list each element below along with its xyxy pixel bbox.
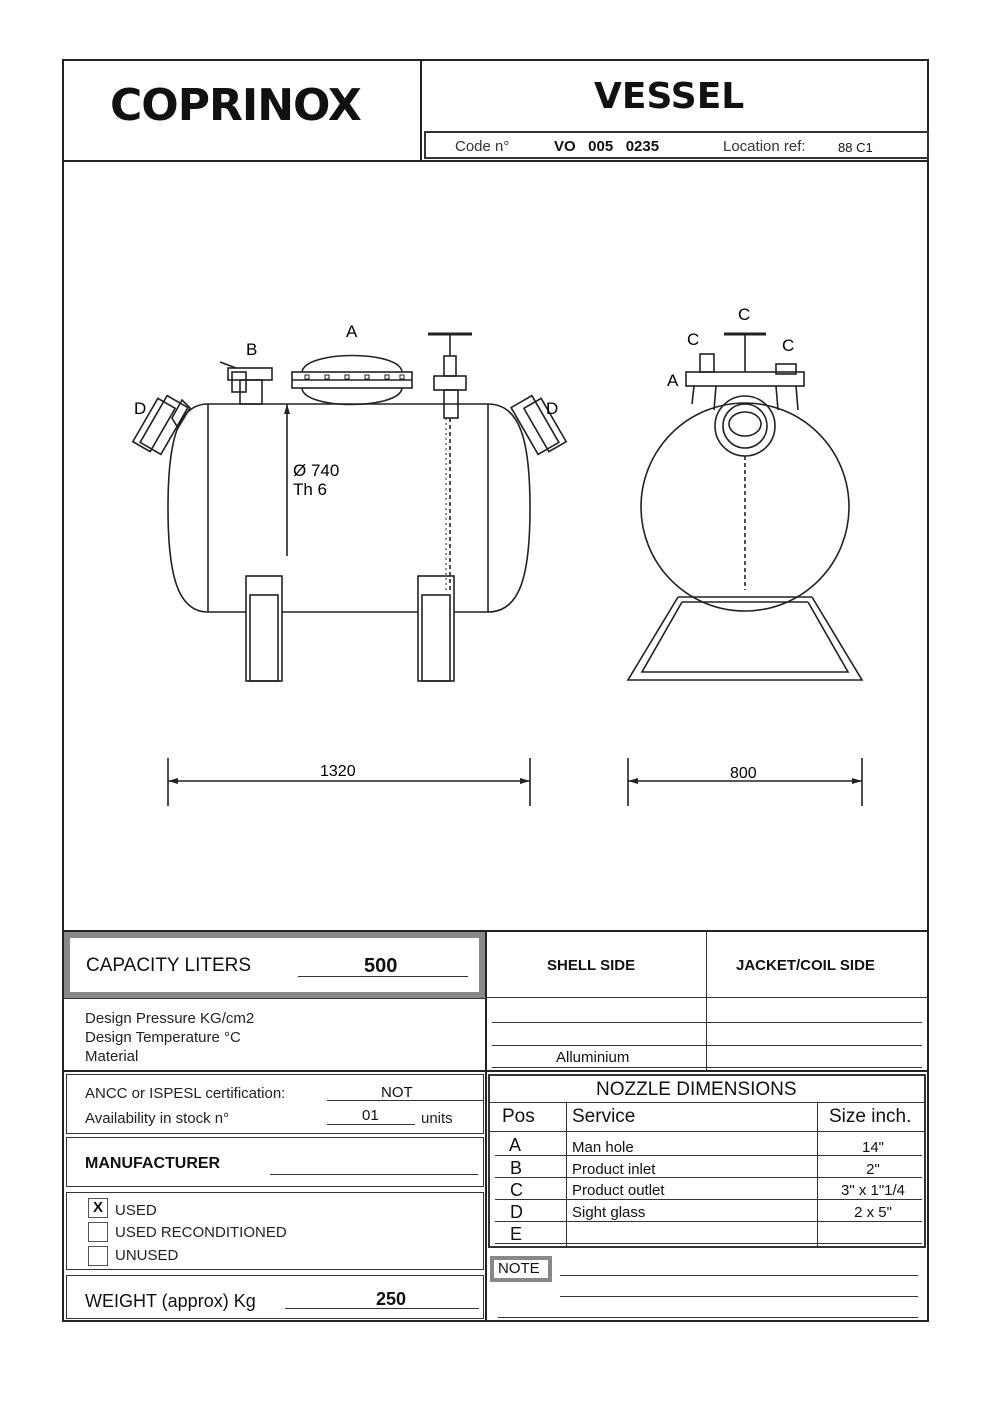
used-reconditioned-checkbox[interactable] <box>88 1222 108 1242</box>
nozzle-row-a-service: Man hole <box>572 1139 634 1156</box>
capacity-label: CAPACITY LITERS <box>86 955 252 976</box>
label-c-top: C <box>738 305 751 324</box>
note-label: NOTE <box>498 1260 540 1277</box>
used-reconditioned-label: USED RECONDITIONED <box>115 1224 287 1241</box>
label-c-left: C <box>687 330 700 349</box>
design-top-line <box>62 998 486 999</box>
stock-unit: units <box>421 1110 453 1127</box>
sides-header-line <box>485 997 928 998</box>
ancc-label: ANCC or ISPESL certification: <box>85 1085 286 1102</box>
length-dimension: 1320 <box>320 763 356 780</box>
nozzle-row-b-size: 2" <box>866 1161 880 1178</box>
note-line-2 <box>560 1296 918 1297</box>
used-label: USED <box>115 1202 157 1219</box>
location-label: Location ref: <box>723 138 806 155</box>
design-line-3 <box>492 1067 922 1068</box>
nozzle-row-c-size: 3" x 1"1/4 <box>840 1182 906 1199</box>
material-label: Material <box>85 1048 139 1065</box>
label-b: B <box>246 340 258 359</box>
sides-divider <box>706 930 707 1070</box>
design-line-2 <box>492 1045 922 1046</box>
nozzle-col-divider-1 <box>566 1102 567 1248</box>
table-center-divider <box>485 930 487 1322</box>
jacket-side-header: JACKET/COIL SIDE <box>736 957 875 974</box>
nozzle-row-a-size: 14" <box>861 1139 884 1156</box>
nozzle-header-size: Size inch. <box>829 1106 912 1127</box>
manufacturer-label: MANUFACTURER <box>85 1155 221 1172</box>
nozzle-row-line <box>495 1221 922 1222</box>
material-value: Alluminium <box>556 1049 630 1066</box>
nozzle-row-line <box>495 1199 922 1200</box>
nozzle-header-service: Service <box>572 1106 636 1127</box>
label-a-end: A <box>667 371 679 390</box>
capacity-value: 500 <box>364 955 398 977</box>
design-line-1 <box>492 1022 922 1023</box>
page-title: VESSEL <box>594 76 745 117</box>
unused-checkbox[interactable] <box>88 1246 108 1266</box>
code-label: Code n° <box>455 138 510 155</box>
diameter-label: Ø 740 <box>293 461 340 480</box>
nozzle-row-line <box>495 1243 922 1244</box>
design-pressure-label: Design Pressure KG/cm2 <box>85 1010 255 1027</box>
weight-label: WEIGHT (approx) Kg <box>85 1291 256 1311</box>
thickness-label: Th 6 <box>293 480 328 499</box>
manufacturer-underline <box>270 1174 478 1175</box>
nozzle-title: NOZZLE DIMENSIONS <box>596 1079 797 1100</box>
nozzle-row-e-pos: E <box>510 1224 523 1244</box>
nozzle-row-d-service: Sight glass <box>572 1204 646 1221</box>
label-d-right: D <box>546 399 559 418</box>
width-dimension: 800 <box>730 765 757 782</box>
design-bottom-line <box>62 1070 929 1072</box>
weight-value: 250 <box>376 1289 407 1309</box>
nozzle-col-divider-2 <box>817 1102 818 1248</box>
stock-label: Availability in stock n° <box>85 1110 230 1127</box>
nozzle-header-line <box>488 1131 926 1132</box>
nozzle-row-d-pos: D <box>510 1202 523 1222</box>
design-temperature-label: Design Temperature °C <box>85 1029 241 1046</box>
location-value: 88 C1 <box>838 140 873 155</box>
label-a-side: A <box>346 322 358 341</box>
label-d-left: D <box>134 399 147 418</box>
stock-value: 01 <box>362 1107 379 1124</box>
nozzle-header-pos: Pos <box>502 1106 535 1127</box>
unused-label: UNUSED <box>115 1247 179 1264</box>
shell-side-header: SHELL SIDE <box>547 957 636 974</box>
company-logo: COPRINOX <box>110 80 361 131</box>
nozzle-row-b-service: Product inlet <box>572 1161 656 1178</box>
nozzle-row-c-pos: C <box>510 1180 523 1200</box>
label-c-right: C <box>782 336 795 355</box>
used-checkbox[interactable]: X <box>88 1198 108 1218</box>
stock-underline <box>327 1124 415 1125</box>
code-value: VO 005 0235 <box>554 138 660 155</box>
note-line-1 <box>560 1275 918 1276</box>
note-line-3 <box>498 1317 918 1318</box>
nozzle-row-c-service: Product outlet <box>572 1182 665 1199</box>
ancc-value: NOT <box>381 1084 413 1101</box>
nozzle-row-b-pos: B <box>510 1158 523 1178</box>
nozzle-row-a-pos: A <box>509 1135 522 1155</box>
nozzle-title-line <box>488 1102 926 1103</box>
nozzle-row-d-size: 2 x 5" <box>854 1204 892 1221</box>
